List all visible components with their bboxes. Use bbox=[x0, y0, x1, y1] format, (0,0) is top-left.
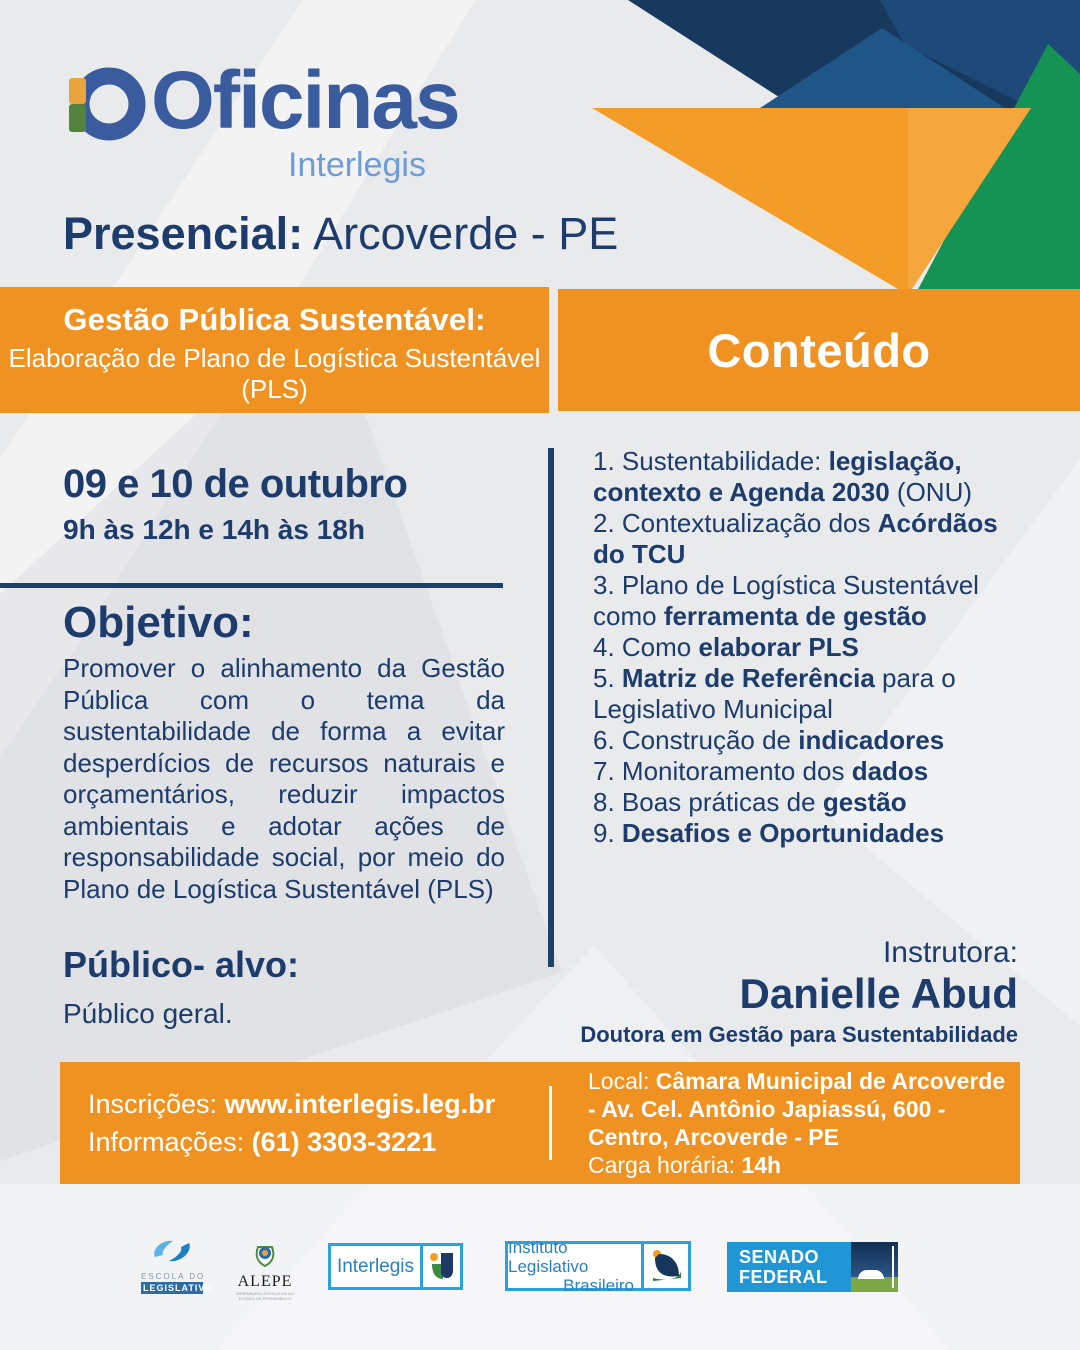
brand-name: Oficinas bbox=[151, 55, 459, 146]
ilb-logo bbox=[505, 1237, 691, 1295]
item-text-bold: Acórdãos do TCU bbox=[593, 508, 998, 569]
venue-info bbox=[588, 1067, 1008, 1179]
course-subtitle: Elaboração de Plano de Logística Sustentável (PLS) bbox=[8, 343, 541, 404]
alepe-logo bbox=[235, 1243, 295, 1301]
senado-building-icon bbox=[851, 1242, 898, 1292]
event-dates: 09 e 10 de outubro bbox=[63, 462, 408, 506]
audience-heading: Público- alvo: bbox=[63, 944, 300, 985]
registration-info bbox=[88, 1085, 495, 1161]
item-text: 5. bbox=[593, 663, 622, 693]
escola-line2: LEGISLATIVO bbox=[143, 1283, 214, 1293]
ilb-name bbox=[508, 1237, 641, 1295]
item-text: 2. Contextualização dos bbox=[593, 508, 878, 538]
interlegis-mark-icon bbox=[423, 1246, 460, 1287]
local-label: Local: bbox=[588, 1068, 656, 1094]
instructor-credential: Doutora em Gestão para Sustentabilidade bbox=[580, 1022, 1018, 1047]
inscriptions-line bbox=[88, 1085, 495, 1123]
escola-swoosh-icon bbox=[149, 1237, 195, 1265]
info-line bbox=[88, 1123, 495, 1161]
instructor-name: Danielle Abud bbox=[739, 970, 1018, 1017]
location-label: Arcoverde - PE bbox=[303, 208, 619, 259]
content-item bbox=[593, 725, 1021, 756]
senado-line2: FEDERAL bbox=[739, 1267, 828, 1287]
workload-value: 14h bbox=[741, 1152, 782, 1178]
item-text-bold: dados bbox=[851, 756, 929, 786]
event-mode-headline bbox=[63, 208, 618, 260]
item-text-bold: elaborar PLS bbox=[698, 632, 859, 662]
interlegis-logo bbox=[328, 1243, 463, 1290]
info-label: Informações: bbox=[88, 1127, 252, 1157]
content-item bbox=[593, 663, 1021, 725]
course-title: Gestão Pública Sustentável: bbox=[63, 302, 486, 337]
ilb-line2: Brasileiro bbox=[563, 1275, 634, 1295]
audience-text: Público geral. bbox=[63, 998, 233, 1029]
local-line bbox=[588, 1067, 1008, 1151]
senado-line1: SENADO bbox=[739, 1247, 820, 1267]
event-hours: 9h às 12h e 14h às 18h bbox=[63, 514, 365, 545]
course-title-banner bbox=[0, 287, 549, 413]
item-text: para o Legislativo Municipal bbox=[593, 663, 956, 724]
content-item bbox=[593, 756, 1021, 787]
item-text-bold: Matriz de Referência bbox=[621, 663, 875, 693]
ilb-mark-icon bbox=[644, 1244, 688, 1288]
brand-subname: Interlegis bbox=[288, 146, 426, 184]
vertical-divider bbox=[548, 448, 554, 967]
horizontal-divider bbox=[0, 583, 503, 588]
ilb-line1: Instituto Legislativo bbox=[508, 1237, 589, 1276]
oficinas-o-icon bbox=[63, 56, 151, 146]
brand-logo bbox=[63, 56, 459, 146]
item-text: 3. Plano de Logística Sustentável como bbox=[593, 570, 979, 631]
content-item bbox=[593, 787, 1021, 818]
item-text-bold: indicadores bbox=[798, 725, 945, 755]
flag-pole-shape bbox=[892, 1246, 894, 1288]
mode-label: Presencial: bbox=[63, 208, 304, 259]
content-item bbox=[593, 570, 1021, 632]
senado-federal-logo bbox=[727, 1242, 898, 1292]
objective-text: Promover o alinhamento da Gestão Pública com o tema da sustentabilidade de forma a evitar desperdícios de recursos naturais e orçamentários, reduzir impactos ambientais e adotar ações de responsabilidade social, por meio do Plano de Logística Sustentável (PLS) bbox=[63, 653, 505, 904]
info-bar bbox=[60, 1062, 1020, 1184]
instructor-block bbox=[560, 936, 1018, 1048]
item-text: 8. Boas práticas de bbox=[593, 787, 823, 817]
senado-name bbox=[727, 1242, 851, 1292]
item-text: 9. bbox=[593, 818, 622, 848]
alepe-subtext: ASSEMBLEIA LEGISLATIVA DO ESTADO DE PERNAMBUCO bbox=[235, 1291, 295, 1301]
item-text-bold: ferramenta de gestão bbox=[663, 601, 927, 631]
instructor-label: Instrutora: bbox=[882, 936, 1018, 969]
item-text: 7. Monitoramento dos bbox=[593, 756, 852, 786]
item-text: (ONU) bbox=[889, 477, 973, 507]
content-item bbox=[593, 818, 1021, 849]
objective-heading: Objetivo: bbox=[63, 598, 254, 647]
item-text-bold: legislação, contexto e Agenda 2030 bbox=[593, 446, 962, 507]
escola-legislativo-logo bbox=[141, 1237, 214, 1294]
content-item bbox=[593, 446, 1021, 508]
inscriptions-label: Inscrições: bbox=[88, 1089, 225, 1119]
escola-line1: ESCOLA DO bbox=[141, 1272, 206, 1281]
content-list bbox=[593, 446, 1021, 849]
workload-label: Carga horária: bbox=[588, 1152, 742, 1178]
content-item bbox=[593, 632, 1021, 663]
workload-line bbox=[588, 1151, 1008, 1179]
item-text-bold: Desafios e Oportunidades bbox=[621, 818, 945, 848]
interlegis-name: Interlegis bbox=[336, 1255, 415, 1277]
item-text: 1. Sustentabilidade: bbox=[593, 446, 829, 476]
item-text: 6. Construção de bbox=[593, 725, 799, 755]
item-text: 4. Como bbox=[593, 632, 699, 662]
content-item bbox=[593, 508, 1021, 570]
item-text-bold: gestão bbox=[822, 787, 907, 817]
inscriptions-url: www.interlegis.leg.br bbox=[224, 1089, 496, 1119]
alepe-crest-icon bbox=[254, 1243, 276, 1267]
content-banner: Conteúdo bbox=[558, 289, 1080, 411]
corner-triangles-decoration bbox=[0, 0, 1080, 320]
congress-dome-shape bbox=[858, 1270, 884, 1279]
local-address: Câmara Municipal de Arcoverde - Av. Cel. Antônio Japiassú, 600 - Centro, Arcoverde - PE bbox=[588, 1068, 1006, 1150]
info-phone: (61) 3303-3221 bbox=[251, 1127, 437, 1157]
info-bar-divider bbox=[549, 1086, 552, 1160]
alepe-name: ALEPE bbox=[237, 1273, 293, 1290]
